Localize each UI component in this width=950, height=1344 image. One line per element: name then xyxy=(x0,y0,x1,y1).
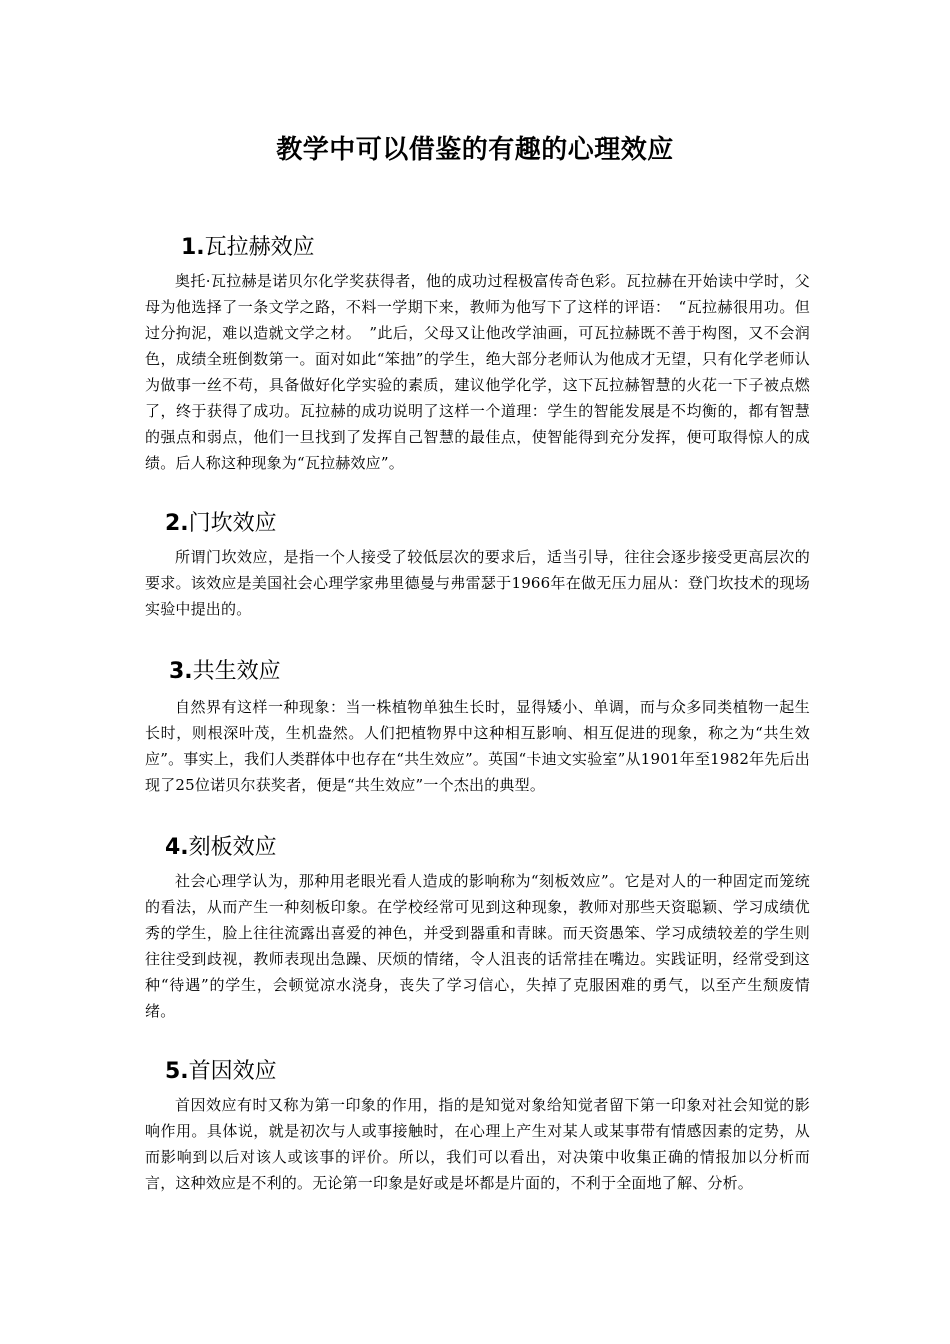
section-heading-text: 瓦拉赫效应 xyxy=(204,235,315,260)
section-body: 自然界有这样一种现象：当一株植物单独生长时，显得矮小、单调，而与众多同类植物一起生长时，则根深叶茂，生机盎然。人们把植物界中这种相互影响、相互促进的现象，称之为“共生效应”。事实上，我们人类群体中也存在“共生效应”。英国“卡迪文实验室”从1901年至1982年先后出现了25位诺贝尔获奖者，便是“共生效应”一个杰出的典型。 xyxy=(145,698,810,794)
section-heading xyxy=(145,832,810,864)
section-number: 3. xyxy=(169,659,193,684)
section-wallach-effect xyxy=(145,232,810,476)
page-title: 教学中可以借鉴的有趣的心理效应 xyxy=(276,135,674,165)
section-symbiosis-effect xyxy=(145,656,810,798)
section-heading xyxy=(145,232,810,264)
section-heading-text: 共生效应 xyxy=(192,659,281,684)
section-body: 首因效应有时又称为第一印象的作用，指的是知觉对象给知觉者留下第一印象对社会知觉的影响作用。具体说，就是初次与人或事接触时，在心理上产生对某人或某事带有情感因素的定势，从而影响到以后对该人或该事的评价。所以，我们可以看出，对决策中收集正确的情报加以分析而言，这种效应是不利的。无论第一印象是好或是坏都是片面的，不利于全面地了解、分析。 xyxy=(145,1096,810,1192)
section-heading-text: 首因效应 xyxy=(188,1059,277,1084)
section-foot-in-door-effect xyxy=(145,508,810,622)
section-heading-text: 门坎效应 xyxy=(188,511,277,536)
section-primacy-effect xyxy=(145,1056,810,1196)
section-heading xyxy=(145,1056,810,1088)
section-body: 奥托·瓦拉赫是诺贝尔化学奖获得者，他的成功过程极富传奇色彩。瓦拉赫在开始读中学时，父母为他选择了一条文学之路，不料一学期下来，教师为他写下了这样的评语： “瓦拉赫很用功。但过分拘泥，难以造就文学之材。 ”此后，父母又让他改学油画，可瓦拉赫既不善于构图，又不会润色，成绩全班倒数第一。面对如此“笨拙”的学生，绝大部分老师认为他成才无望，只有化学老师认为做事一丝不苟，具备做好化学实验的素质，建议他学化学，这下瓦拉赫智慧的火花一下子被点燃了，终于获得了成功。瓦拉赫的成功说明了这样一个道理：学生的智能发展是不均衡的，都有智慧的强点和弱点，他们一旦找到了发挥自己智慧的最佳点，使智能得到充分发挥，便可取得惊人的成绩。后人称这种现象为“瓦拉赫效应”。 xyxy=(145,272,810,472)
section-stereotype-effect xyxy=(145,832,810,1024)
section-number: 4. xyxy=(165,835,189,860)
section-heading xyxy=(145,508,810,540)
section-heading xyxy=(145,656,810,688)
section-number: 1. xyxy=(181,235,205,260)
section-number: 2. xyxy=(165,511,189,536)
section-body: 社会心理学认为，那种用老眼光看人造成的影响称为“刻板效应”。它是对人的一种固定而笼统的看法，从而产生一种刻板印象。在学校经常可见到这种现象，教师对那些天资聪颖、学习成绩优秀的学生，脸上往往流露出喜爱的神色，并受到器重和青睐。而天资愚笨、学习成绩较差的学生则往往受到歧视，教师表现出急躁、厌烦的情绪，令人沮丧的话常挂在嘴边。实践证明，经常受到这种“待遇”的学生，会顿觉凉水浇身，丧失了学习信心，失掉了克服困难的勇气，以至产生颓废情绪。 xyxy=(145,872,810,1020)
section-number: 5. xyxy=(165,1059,189,1084)
section-heading-text: 刻板效应 xyxy=(188,835,277,860)
section-body: 所谓门坎效应，是指一个人接受了较低层次的要求后，适当引导，往往会逐步接受更高层次的要求。该效应是美国社会心理学家弗里德曼与弗雷瑟于1966年在做无压力屈从：登门坎技术的现场实验中提出的。 xyxy=(145,548,810,618)
